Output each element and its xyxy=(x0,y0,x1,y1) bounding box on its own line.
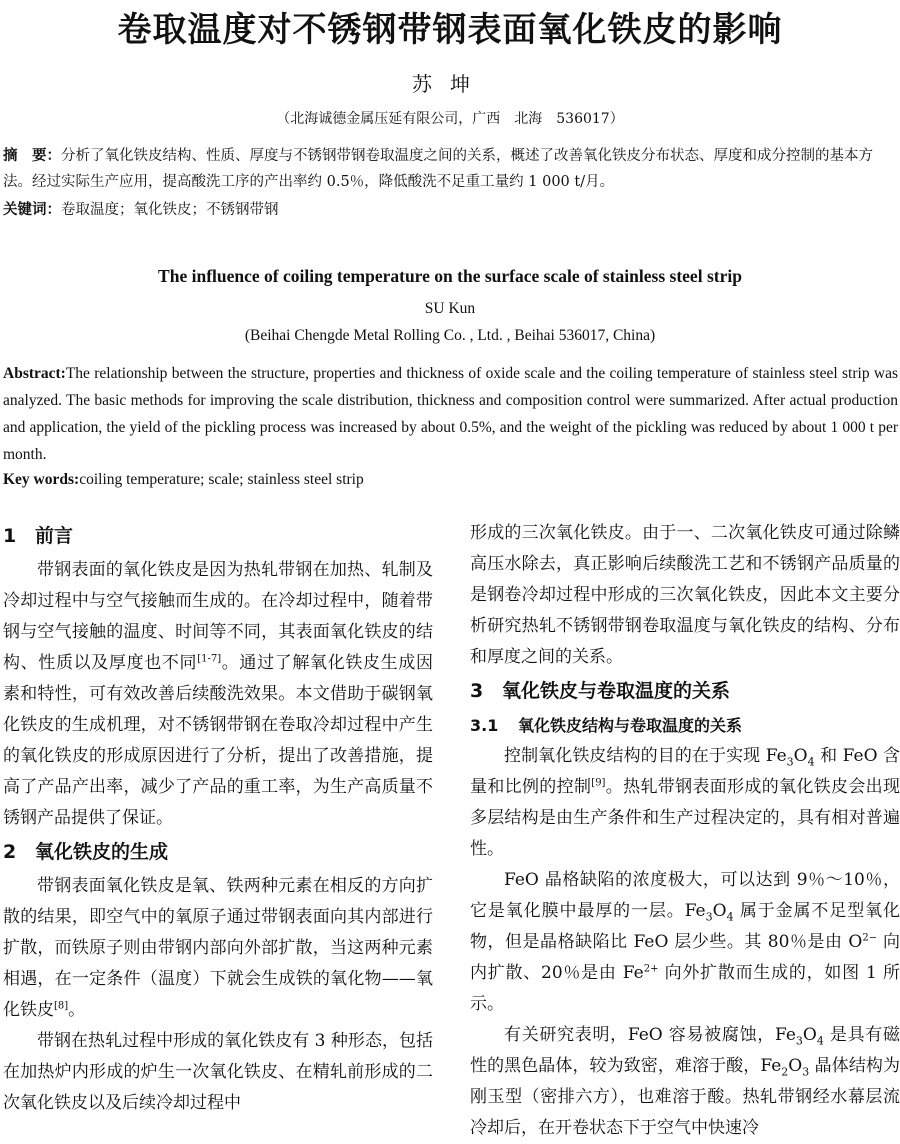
subsection-heading-3-1 xyxy=(470,710,900,741)
subscript: 3 xyxy=(795,1034,803,1048)
abstract-en-label: Abstract: xyxy=(3,365,66,382)
subscript: 4 xyxy=(807,755,815,769)
paragraph-text: O xyxy=(793,746,808,766)
subscript: 4 xyxy=(816,1034,824,1048)
paragraph-text: O xyxy=(802,1025,817,1045)
citation: [9] xyxy=(591,777,606,789)
section-heading-3 xyxy=(470,675,900,708)
paragraph-text: 有关研究表明，FeO 容易被腐蚀，Fe xyxy=(504,1025,796,1045)
section-title: 氧化铁皮与卷取温度的关系 xyxy=(502,680,731,702)
paragraph xyxy=(3,871,433,1026)
paragraph-text: 。热轧带钢表面形成的氧化铁皮会出现多层结构是由生产条件和生产过程决定的，具有相对普遍性。 xyxy=(470,777,900,859)
section-title: 前言 xyxy=(35,525,74,547)
body-column-left xyxy=(3,518,433,1119)
body-column-right xyxy=(470,518,900,1144)
paragraph-text: 和 FeO 含量和比例的控制 xyxy=(470,746,900,797)
paragraph-text: 晶体结构为刚玉型（密排六方），也难溶于酸。热轧带钢经水幕层流冷却后，在开卷状态下于空气中快速冷 xyxy=(470,1056,900,1138)
keywords-en-label: Key words: xyxy=(3,471,80,488)
subscript: 2 xyxy=(781,1065,789,1079)
author-name-en: SU Kun xyxy=(424,300,476,317)
paragraph xyxy=(470,1020,900,1144)
citation: [8] xyxy=(54,1000,69,1012)
affiliation-en: (Beihai Chengde Metal Rolling Co. , Ltd. , Beihai 536017, China) xyxy=(244,327,656,344)
paper-title-en: The influence of coiling temperature on the surface scale of stainless steel strip xyxy=(158,266,742,286)
paragraph-text: 向内扩散、20％是由 Fe xyxy=(470,932,900,983)
section-title: 氧化铁皮的生成 xyxy=(35,841,169,863)
abstract-cn xyxy=(3,143,898,195)
paragraph-text: 向外扩散而生成的，如图 1 所示。 xyxy=(470,963,900,1014)
keywords-cn-label: 关键词： xyxy=(3,202,61,218)
keywords-en xyxy=(3,466,898,493)
paragraph xyxy=(3,555,433,834)
keywords-cn xyxy=(3,197,898,223)
keywords-en-text: coiling temperature; scale; stainless steel strip xyxy=(79,471,364,488)
paragraph-text: 带钢表面的氧化铁皮是因为热轧带钢在加热、轧制及冷却过程中与空气接触而生成的。在冷却过程中，随着带钢与空气接触的温度、时间等不同，其表面氧化铁皮的结构、性质以及厚度也不同 xyxy=(3,560,433,673)
paper-title-cn: 卷取温度对不锈钢带钢表面氧化铁皮的影响 xyxy=(117,10,783,50)
affiliation-cn: （北海诚德金属压延有限公司，广西 北海 536017） xyxy=(276,111,624,127)
abstract-en-text: The relationship between the structure, properties and thickness of oxide scale and the coiling temperature of stainless steel strip was analyzed. The basic methods for improving the scale distribution, thickness and composition control were summarized. After actual production and application, the yield of the pickling process was increased by about 0.5%, and the weight of the pickling was reduced by about 1 000 t per month. xyxy=(3,365,898,463)
paragraph xyxy=(470,741,900,865)
paragraph-text: 属于金属不足型氧化物，但是晶格缺陷比 FeO 层少些。其 80％是由 O xyxy=(470,901,900,952)
superscript: 2− xyxy=(862,932,878,944)
paragraph-text: O xyxy=(712,901,727,921)
paragraph xyxy=(470,865,900,1020)
superscript: 2+ xyxy=(643,963,659,975)
paragraph-text: 。通过了解氧化铁皮生成因素和特性，可有效改善后续酸洗效果。本文借助于碳钢氧化铁皮的生成机理，对不锈钢带钢在卷取冷却过程中产生的氧化铁皮的形成原因进行了分析，提出了改善措施，提高了产品产出率，减少了产品的重工率，为生产高质量不锈钢产品提供了保证。 xyxy=(3,653,433,828)
abstract-cn-text: 分析了氧化铁皮结构、性质、厚度与不锈钢带钢卷取温度之间的关系，概述了改善氧化铁皮分布状态、厚度和成分控制的基本方法。经过实际生产应用，提高酸洗工序的产出率约 0.5％，降低酸洗不足重工量约 1 000 t/月。 xyxy=(3,148,873,190)
paragraph: 带钢在热轧过程中形成的氧化铁皮有 3 种形态，包括在加热炉内形成的炉生一次氧化铁皮、在精轧前形成的二次氧化铁皮以及后续冷却过程中 xyxy=(3,1031,433,1113)
subsection-title: 氧化铁皮结构与卷取温度的关系 xyxy=(518,716,743,735)
paragraph: 形成的三次氧化铁皮。由于一、二次氧化铁皮可通过除鳞高压水除去，真正影响后续酸洗工艺和不锈钢产品质量的是钢卷冷却过程中形成的三次氧化铁皮，因此本文主要分析研究热轧不锈钢带钢卷取温度与氧化铁皮的结构、分布和厚度之间的关系。 xyxy=(470,523,900,667)
paragraph-text: FeO 晶格缺陷的浓度极大，可以达到 9％～10％，它是氧化膜中最厚的一层。Fe xyxy=(470,870,900,921)
section-number: 2 xyxy=(3,841,17,863)
section-number: 1 xyxy=(3,525,17,547)
paragraph-text: 是具有磁性的黑色晶体，较为致密，难溶于酸，Fe xyxy=(470,1025,900,1076)
paragraph-text: 控制氧化铁皮结构的目的在于实现 Fe xyxy=(504,746,787,766)
paragraph-text: O xyxy=(788,1056,803,1076)
subscript: 3 xyxy=(786,755,794,769)
paragraph-text: 。 xyxy=(68,1000,86,1020)
section-heading-1 xyxy=(3,520,433,553)
citation: [1-7] xyxy=(197,653,222,665)
subscript: 3 xyxy=(705,910,713,924)
author-name-cn: 苏坤 xyxy=(412,72,488,96)
section-heading-2 xyxy=(3,836,433,869)
keywords-cn-text: 卷取温度；氧化铁皮；不锈钢带钢 xyxy=(61,202,279,218)
section-number: 3 xyxy=(470,680,484,702)
subscript: 3 xyxy=(802,1065,810,1079)
abstract-cn-label: 摘 要： xyxy=(3,148,61,164)
paragraph-text: 带钢表面氧化铁皮是氧、铁两种元素在相反的方向扩散的结果，即空气中的氧原子通过带钢表面向其内部进行扩散，而铁原子则由带钢内部向外部扩散，当这两种元素相遇，在一定条件（温度）下就会生成铁的氧化物——氧化铁皮 xyxy=(3,876,433,1020)
subscript: 4 xyxy=(726,910,734,924)
subsection-number: 3.1 xyxy=(470,716,499,735)
abstract-en xyxy=(3,360,898,468)
